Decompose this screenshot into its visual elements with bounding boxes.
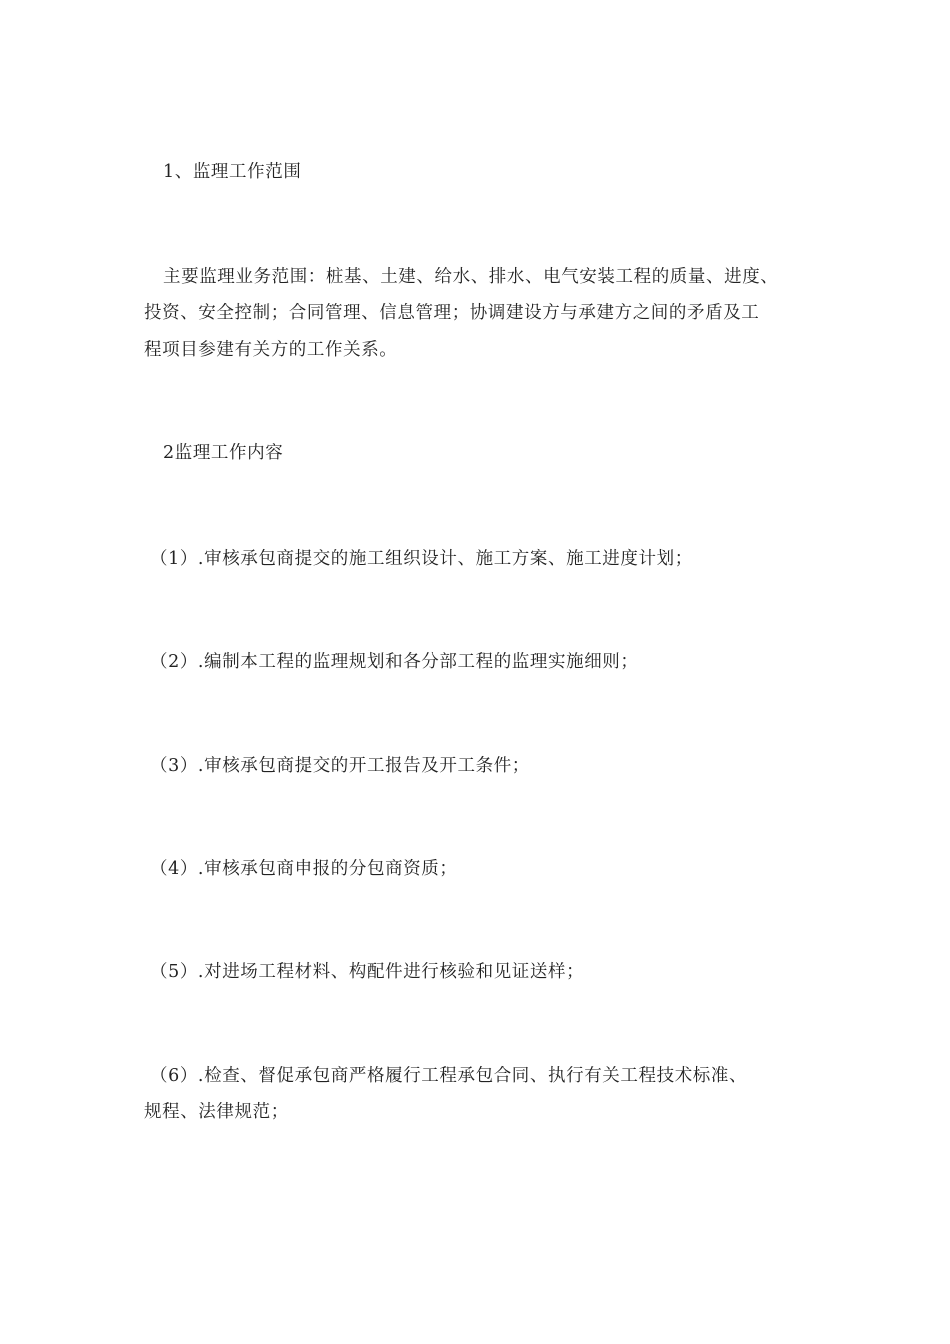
scope-paragraph-line-1: 主要监理业务范围：桩基、土建、给水、排水、电气安装工程的质量、进度、 [163, 267, 779, 287]
list-item: （3）.审核承包商提交的开工报告及开工条件； [150, 756, 530, 776]
list-item: （4）.审核承包商申报的分包商资质； [150, 859, 458, 879]
section-heading-scope: 1、监理工作范围 [163, 162, 302, 182]
section-heading-content: 2监理工作内容 [163, 443, 284, 463]
list-item: （5）.对进场工程材料、构配件进行核验和见证送样； [150, 962, 585, 982]
list-item-line-2: 规程、法律规范； [144, 1102, 289, 1122]
list-item: （1）.审核承包商提交的施工组织设计、施工方案、施工进度计划； [150, 549, 693, 569]
scope-paragraph-line-3: 程项目参建有关方的工作关系。 [144, 340, 398, 360]
scope-paragraph-line-2: 投资、安全控制；合同管理、信息管理；协调建设方与承建方之间的矛盾及工 [144, 303, 760, 323]
list-item-line-1: （6）.检查、督促承包商严格履行工程承包合同、执行有关工程技术标准、 [150, 1066, 748, 1086]
list-item: （2）.编制本工程的监理规划和各分部工程的监理实施细则； [150, 652, 639, 672]
